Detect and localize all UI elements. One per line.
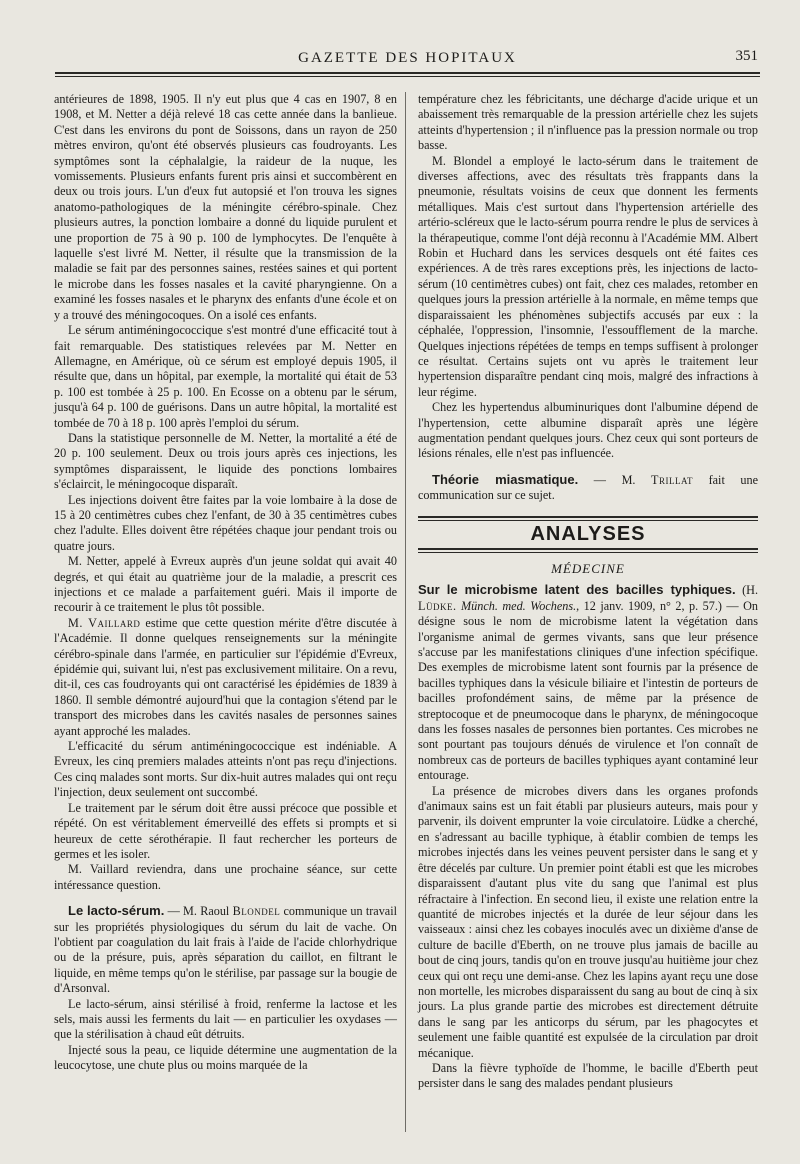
- paragraph: Le sérum antiméningococcique s'est montré d'une efficacité tout à fait remarquable. Des statistiques relevées par M. Netter en Allemagne, en Amérique, où ce sérum est employé depuis 1905, il résulte que, dans un hôpital, par exemple, la mortalité qui était de 53 p. 100 est tombée à 25 p. 100. En Ecosse on a obtenu par le sérum, jusqu'à 64 p. 100 de guérisons. Dans un autre hôpital, la mortalité est tombée de 70 à 18 p. 100 après l'emploi du sérum.: [54, 323, 397, 430]
- section-rule: [418, 548, 758, 553]
- paragraph-text: estime que cette question mérite d'être discutée à l'Académie. Il donne quelques renseignements sur la méningite cérébro-spinale dans l'armée, en particulier sur l'épidémie d'Evreux, épidémie qui, suivant lui, n'est pas exclusivement militaire. On a revu, dit-il, ces cas foudroyants qui ont caractérisé les épidémies de 1839 à 1860. Il semble démontré aujourd'hui que la contagion s'étend par le transport des microbes dans les cavités nasales de personnes saines ayant approché les malades.: [54, 615, 397, 738]
- paragraph-text: communique un travail sur les propriétés physiologiques du sérum du lait de vache. On l'obtient par coagulation du lait frais à l'aide de l'acide chlorhydrique ou de la présure, puis, après séparation du caillot, en filtrant le liquide, en même temps qu'on le stérilise, par passage sur la bougie de d'Arsonval.: [54, 904, 397, 996]
- paragraph: température chez les fébricitants, une décharge d'acide urique et un abaissement très remarquable de la pression artérielle chez les sujets atteints d'hypertension ; il n'influence pas la pression normale ou trop basse.: [418, 92, 758, 153]
- paragraph: L'efficacité du sérum antiméningococcique est indéniable. A Evreux, les cinq premiers malades atteints n'ont pas reçu d'injections. Ces cinq malades sont morts. Sur dix-huit autres malades qui ont reçu l'injection, deux seulement ont succombé.: [54, 739, 397, 800]
- section-rule: [418, 516, 758, 521]
- paragraph: antérieures de 1898, 1905. Il n'y eut plus que 4 cas en 1907, 8 en 1908, et M. Netter a déjà relevé 18 cas cette année dans la banlieue. C'est dans les environs du pont de Soissons, dans un rayon de 250 mètres environ, qu'ont été observés plusieurs cas foudroyants. Les symptômes sont la céphalalgie, la raideur de la nuque, les vomissements. Plusieurs enfants furent pris ainsi et succombèrent en deux ou trois jours. L'un d'eux fut autopsié et l'on trouva les signes anatomo-pathologiques de la méningite cérébro-spinale. Chez plusieurs autres, la ponction lombaire a donné du liquide purulent et une proportion de 75 à 90 p. 100 de lymphocytes. De l'enquête à laquelle s'est livré M. Netter, il résulte que la transmission de la maladie se fait par des personnes saines, restées saines et qui portent le microbe dans les fosses nasales et la cavité pharyngienne. On a examiné les fosses nasales et le pharynx des enfants d'une école et on y a trouvé des méningocoques. On a isolé ces enfants.: [54, 92, 397, 322]
- paragraph: [54, 903, 397, 996]
- header-rule: [55, 72, 760, 77]
- journal-name: Münch. med. Wochens.: [456, 598, 577, 613]
- ref-open: (H.: [735, 583, 758, 598]
- article-author: Lüdke.: [418, 598, 457, 613]
- section-title: ANALYSES: [530, 522, 646, 545]
- column-divider: [405, 92, 406, 1132]
- subsection-title: MÉDECINE: [551, 560, 625, 576]
- page-header: [55, 38, 760, 78]
- article-title: Sur le microbisme latent des bacilles typhiques.: [418, 582, 736, 598]
- paragraph-text: On désigne sous le nom de microbisme latent la végétation dans l'organisme animal de germes vivants, sans que leur présence s'accuse par les manifestations cliniques d'une infection spécifique. Des exemples de microbisme latent sont fournis par la présence de bacilles typhiques dans la vésicule biliaire et l'intestin de porteurs de bacilles profondément sains, de même par la présence de streptocoque et de pneumocoque dans le pharynx, de méningocoque dans les fosses nasales de personnes bien portantes. Ces microbes ne sont pourtant pas toujours dénués de virulence et l'on connaît de nombreux cas de porteurs de bacilles typhiques ayant contaminé leur entourage.: [418, 598, 759, 783]
- paragraph: [418, 472, 758, 504]
- author-name: Trillat: [651, 472, 693, 487]
- article-paragraph: [418, 582, 758, 783]
- paragraph: M. Vaillard reviendra, dans une prochaine séance, sur cette intéressance question.: [54, 862, 397, 892]
- heading-dash: — M.: [578, 472, 652, 487]
- run-in-heading: Le lacto-sérum.: [68, 903, 165, 919]
- paragraph: M. Blondel a employé le lacto-sérum dans le traitement de diverses affections, avec des résultats très frappants dans la pneumonie, résultats voisins de ceux que donnent les ferments métalliques. Mais c'est surtout dans l'hypertension artérielle des artério-scléreux que le lacto-sérum pourra rendre le plus de services à la thérapeutique, comme l'ont déjà reconnu à l'Académie MM. Albert Robin et Huchard dans les services desquels ont été faites ces expériences. A de très rares exceptions près, les injections de lacto-sérum (10 centimètres cubes) ont fait, chez ces malades, retomber en quelques jours la pression artérielle à la normale, en même temps que disparaissaient les phénomènes subjectifs accusés par eux : la céphalée, l'oppression, l'insomnie, l'essoufflement de la marche. Quelques injections répétées de temps en temps suffisent à prolonger ce résultat. Certains sujets ont vu après le traitement leur hypertension disparaître pendant cinq mois, malgré des infractions à leur régime.: [418, 153, 758, 399]
- running-title: GAZETTE DES HOPITAUX: [298, 50, 517, 66]
- run-in-heading: Théorie miasmatique.: [432, 471, 579, 487]
- left-column: [54, 92, 397, 1074]
- author-name: M. Vaillard: [68, 615, 141, 630]
- page-number: 351: [735, 48, 758, 64]
- paragraph: Chez les hypertendus albuminuriques dont l'albumine dépend de l'hypertension, cette albumine disparaît après une légère augmentation pendant quelques jours. Chez ceux qui sont porteurs de lésions rénales, elle n'est pas influencée.: [418, 400, 758, 461]
- paragraph: Les injections doivent être faites par la voie lombaire à la dose de 15 à 20 centimètres cubes chez l'enfant, de 30 à 35 centimètres cubes chez l'adulte. Elles doivent être répétées chaque jour pendant trois ou quatre jours.: [54, 492, 397, 553]
- paragraph: Dans la statistique personnelle de M. Netter, la mortalité a été de 20 p. 100 seulement. Deux ou trois jours après ces injections, les symptômes disparaissent, le liquide des ponctions lombaires s'éclaircit, le méningocoque disparaît.: [54, 430, 397, 492]
- paragraph: M. Netter, appelé à Evreux auprès d'un jeune soldat qui avait 40 degrés, et qui était au quatrième jour de la maladie, a prescrit ces injections et ce malade a parfaitement guéri. Mais il importe de recourir à ce traitement le plus tôt possible.: [54, 554, 397, 615]
- right-column: [418, 92, 758, 1092]
- paragraph: La présence de microbes divers dans les organes profonds d'animaux sains est un fait établi par plusieurs auteurs, mais pour y parvenir, ils doivent emprunter la voie circulatoire. Lüdke a cherché, en s'adressant au bacille typhique, à établir combien de temps les microbes injectés dans les veines peuvent persister dans le sang et y être décelés par culture. Un premier point établi est que les microbes disparaissent d'autant plus vite du sang que l'animal est plus réfractaire à l'infection. En second lieu, il existe une relation entre la quantité de microbes injectés et la durée de leur séjour dans les vaisseaux : ainsi chez les cobayes inoculés avec un dixième d'anse de culture de bacille d'Eberth, on ne trouve plus jamais de bacille au bout de cinq jours, tandis qu'on en trouve jusqu'au huitième jour chez ceux qui ont reçu une demi-anse. Chez les lapins ayant reçu une dose non mortelle, les microbes disparaissent du sang au bout de cinq à six jours. La plus grande partie des microbes est directement détruite dans le sang par les anticorps du sérum, par les phagocytes et seulement une faible quantité est expulsée de la circulation par droit mécanique.: [418, 783, 758, 1060]
- paragraph: Le traitement par le sérum doit être aussi précoce que possible et répété. On est véritablement émerveillé des effets si prompts et si heureux de cette sérothérapie. Il faut rechercher les porteurs de germes et les isoler.: [54, 800, 397, 861]
- paragraph-text: fait une communication sur ce sujet.: [418, 472, 759, 503]
- paragraph: Dans la fièvre typhoïde de l'homme, le bacille d'Eberth peut persister dans le sang des malades pendant plusieurs: [418, 1060, 758, 1091]
- author-name: Blondel: [232, 904, 281, 919]
- heading-dash: — M. Raoul: [164, 904, 233, 919]
- paragraph: Le lacto-sérum, ainsi stérilisé à froid, renferme la lactose et les sels, mais aussi les ferments du lait — en particulier les oxydases — que la stérilisation à chaud eût détruits.: [54, 996, 397, 1042]
- article-reference: , 12 janv. 1909, n° 2, p. 57.) —: [576, 598, 739, 613]
- paragraph: [54, 616, 397, 739]
- paragraph: Injecté sous la peau, ce liquide détermine une augmentation de la leucocytose, une chute plus ou moins marquée de la: [54, 1042, 397, 1073]
